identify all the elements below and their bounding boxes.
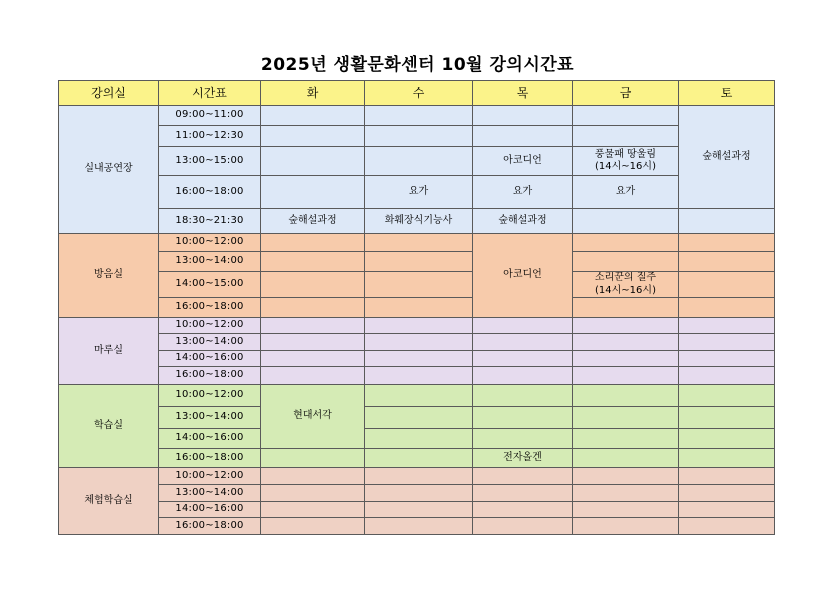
table-row (59, 318, 775, 334)
schedule-table (58, 80, 775, 535)
class-cell-accordion: 아코디언 (473, 234, 573, 318)
table-row (59, 252, 775, 272)
class-cell (679, 485, 775, 502)
time-slot: 14:00~15:00 (159, 272, 261, 298)
class-cell (679, 468, 775, 485)
room-maru: 마루실 (59, 318, 159, 385)
class-time-note: (14시~16시) (595, 161, 656, 172)
class-cell (573, 298, 679, 318)
class-cell (261, 351, 365, 367)
class-cell (261, 367, 365, 385)
class-cell (365, 429, 473, 449)
class-cell (573, 502, 679, 518)
class-cell (261, 106, 365, 126)
class-cell (679, 209, 775, 234)
class-cell (679, 334, 775, 351)
class-cell-pungmul (573, 147, 679, 176)
class-time-note: (14시~16시) (595, 284, 656, 296)
class-cell (573, 106, 679, 126)
class-cell (365, 407, 473, 429)
table-row (59, 429, 775, 449)
header-sat: 토 (679, 81, 775, 106)
class-cell (261, 502, 365, 518)
class-cell-yoga: 요가 (365, 176, 473, 209)
class-cell (261, 272, 365, 298)
class-cell (261, 147, 365, 176)
class-cell (679, 385, 775, 407)
class-cell (473, 502, 573, 518)
time-slot: 14:00~16:00 (159, 351, 261, 367)
table-row (59, 518, 775, 535)
table-row (59, 126, 775, 147)
time-slot: 11:00~12:30 (159, 126, 261, 147)
class-cell (365, 468, 473, 485)
class-cell (365, 385, 473, 407)
room-experience: 체험학습실 (59, 468, 159, 535)
class-cell-forest-guide: 숲해설과정 (473, 209, 573, 234)
class-cell (679, 407, 775, 429)
time-slot: 13:00~14:00 (159, 252, 261, 272)
class-name: 소리꾼의 질주 (594, 272, 657, 283)
class-cell (261, 234, 365, 252)
header-fri: 금 (573, 81, 679, 106)
time-slot: 10:00~12:00 (159, 468, 261, 485)
class-cell-electone: 전자올겐 (473, 449, 573, 468)
class-cell (679, 502, 775, 518)
class-cell (573, 252, 679, 272)
class-cell (365, 106, 473, 126)
class-cell (473, 351, 573, 367)
time-slot: 16:00~18:00 (159, 518, 261, 535)
class-cell (473, 518, 573, 535)
table-row (59, 502, 775, 518)
class-cell (573, 318, 679, 334)
class-cell (261, 485, 365, 502)
class-cell-accordion: 아코디언 (473, 147, 573, 176)
class-cell (365, 351, 473, 367)
class-cell-sorikkun (573, 272, 679, 298)
class-cell-forest-guide: 숲해설과정 (261, 209, 365, 234)
class-cell (365, 334, 473, 351)
time-slot: 16:00~18:00 (159, 176, 261, 209)
class-cell-forest-guide: 숲해설과정 (679, 106, 775, 209)
time-slot: 10:00~12:00 (159, 318, 261, 334)
table-row (59, 106, 775, 126)
table-row (59, 334, 775, 351)
time-slot: 09:00~11:00 (159, 106, 261, 126)
class-cell (573, 485, 679, 502)
class-cell (473, 407, 573, 429)
page-title: 2025년 생활문화센터 10월 강의시간표 (260, 55, 575, 75)
class-cell (261, 252, 365, 272)
class-cell (573, 367, 679, 385)
table-row (59, 485, 775, 502)
time-slot: 18:30~21:30 (159, 209, 261, 234)
class-cell (365, 252, 473, 272)
table-row (59, 367, 775, 385)
class-cell (365, 367, 473, 385)
class-cell (679, 252, 775, 272)
class-cell (573, 518, 679, 535)
table-row (59, 209, 775, 234)
header-row (59, 81, 775, 106)
class-cell (261, 468, 365, 485)
class-cell-wood-carving: 현대서각 (261, 385, 365, 449)
class-cell (679, 449, 775, 468)
class-cell (473, 367, 573, 385)
class-cell (473, 385, 573, 407)
class-cell (473, 334, 573, 351)
class-cell (679, 429, 775, 449)
table-row (59, 234, 775, 252)
class-cell (473, 485, 573, 502)
class-cell (679, 518, 775, 535)
table-row (59, 407, 775, 429)
class-cell (473, 106, 573, 126)
header-tue: 화 (261, 81, 365, 106)
table-row (59, 272, 775, 298)
time-slot: 13:00~14:00 (159, 485, 261, 502)
time-slot: 13:00~14:00 (159, 334, 261, 351)
class-cell (365, 126, 473, 147)
class-cell (573, 234, 679, 252)
class-cell (365, 318, 473, 334)
class-cell-yoga: 요가 (573, 176, 679, 209)
time-slot: 14:00~16:00 (159, 429, 261, 449)
class-cell (573, 209, 679, 234)
class-cell (261, 126, 365, 147)
table-row (59, 449, 775, 468)
class-cell-flower-arrangement: 화훼장식기능사 (365, 209, 473, 234)
class-cell (261, 334, 365, 351)
class-cell (365, 298, 473, 318)
class-cell (365, 234, 473, 252)
class-cell (365, 147, 473, 176)
class-cell (679, 318, 775, 334)
class-cell (365, 518, 473, 535)
class-cell (573, 385, 679, 407)
table-row (59, 147, 775, 176)
time-slot: 16:00~18:00 (159, 298, 261, 318)
class-cell (679, 367, 775, 385)
class-cell (679, 234, 775, 252)
class-cell (573, 126, 679, 147)
class-cell (261, 298, 365, 318)
class-cell (573, 468, 679, 485)
class-cell-yoga: 요가 (473, 176, 573, 209)
header-wed: 수 (365, 81, 473, 106)
time-slot: 13:00~15:00 (159, 147, 261, 176)
class-cell (573, 334, 679, 351)
class-cell (473, 126, 573, 147)
table-row (59, 351, 775, 367)
time-slot: 13:00~14:00 (159, 407, 261, 429)
header-time: 시간표 (159, 81, 261, 106)
room-performance-hall: 실내공연장 (59, 106, 159, 234)
table-row (59, 468, 775, 485)
header-thu: 목 (473, 81, 573, 106)
class-cell (261, 518, 365, 535)
class-cell (473, 468, 573, 485)
class-cell (573, 407, 679, 429)
time-slot: 10:00~12:00 (159, 234, 261, 252)
class-cell (261, 449, 365, 468)
table-row (59, 298, 775, 318)
class-cell (261, 176, 365, 209)
class-cell (473, 318, 573, 334)
class-cell (679, 298, 775, 318)
class-cell (573, 351, 679, 367)
class-cell (679, 272, 775, 298)
table-row (59, 385, 775, 407)
room-study: 학습실 (59, 385, 159, 468)
class-cell (573, 429, 679, 449)
table-row (59, 176, 775, 209)
class-cell (261, 318, 365, 334)
class-cell (365, 502, 473, 518)
class-cell (473, 429, 573, 449)
class-cell (365, 449, 473, 468)
time-slot: 10:00~12:00 (159, 385, 261, 407)
class-cell (365, 272, 473, 298)
class-cell (573, 449, 679, 468)
class-cell (365, 485, 473, 502)
room-soundproof: 방음실 (59, 234, 159, 318)
header-room: 강의실 (59, 81, 159, 106)
class-name: 풍물패 땅울림 (594, 148, 657, 160)
time-slot: 16:00~18:00 (159, 449, 261, 468)
time-slot: 14:00~16:00 (159, 502, 261, 518)
class-cell (679, 351, 775, 367)
time-slot: 16:00~18:00 (159, 367, 261, 385)
